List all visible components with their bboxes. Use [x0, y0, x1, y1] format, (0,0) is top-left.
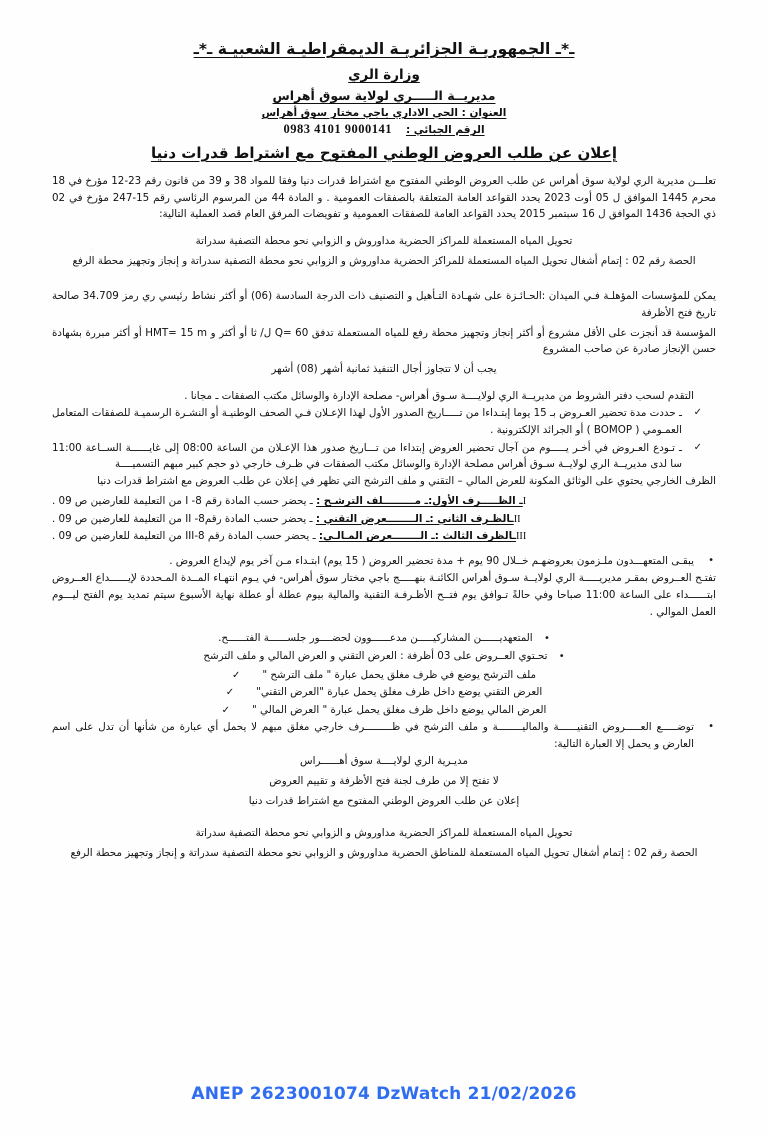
- conditions-list: [52, 388, 716, 405]
- closing-lot-line: الحصة رقم 02 : إتمام أشغال تحويل المياه المستعملة للمناطق الحضرية مداوروش و الزوابي نحو محطة التصفية سدراتة و إنجاز وتجهيز محطة الرفع: [70, 847, 698, 860]
- ministry-heading: وزارة الري: [348, 67, 420, 83]
- document-footer: [0, 1084, 768, 1104]
- envelope-intro-text: الظرف الخارجي يحتوي على الوثائق المكونة للعرض المالي – التقني و ملف الترشح التي تظهر في إعلان عن طلب العروض مع اشتراط قدرات دنيا: [97, 475, 716, 488]
- envelope-label: ـالظرف الثالث :: [434, 530, 516, 543]
- envelope-rules-list: [52, 667, 716, 720]
- intro-paragraph: تعلـــن مديرية الري لولاية سوق أهراس عن طلب العروض الوطني المفتوح مع اشتراط قدرات دنيا وفقا للمواد 38 و 39 من قانون رقم 23-12 مؤرخ في 18 محرم 1445 الموافق ل 05 أوت 2023 يحدد القواعد العامة المتعلقة بالصفقات العمومية . و المادة 44 من المرسوم الرئاسي رقم 15-247 مؤرخ في 02 ذي الحجة 1436 الموافق ل 16 سبتمبر 2015 يحدد القواعد العامة للصفقات العمومية و تفويضات المرفق العام قصد العملية التالية:: [52, 175, 716, 221]
- spacer: [52, 546, 716, 553]
- fiscal-number-value: 0983 4101 9000141: [283, 122, 392, 136]
- validity-item-text: يبقـى المتعهـــدون ملـزمون بعروضهـم خــلال 90 يوم + مدة تحضير العروض ( 15 يوم) ابتـداء مـن آخر يوم لإيداع العروض .: [169, 554, 694, 567]
- envelope-name: ـ الــــــــعرض المـالـي:: [318, 530, 435, 543]
- opening-paragraph: تفتـح العــروض بمقـر مديريـــــة الري لولايــة سـوق أهراس الكائنـة بنهـــــج باجي مختار سوق أهراس- في يـوم انتهـاء المــدة المـحددة لإيــــــداع العــروض ابتــــــداء على الساعة 11:00 صباحا وفي حالةً تـوافق يوم فتــح الأظـرفـة التقنية والمالية بيوم عطلة أو عطلة نهاية الأسبوع سيتم تمديد يوم الفتح ليـــوم العمل الموالي .: [52, 572, 716, 618]
- envelope-rule-row: [52, 667, 716, 685]
- outer-envelope-line-3: إعلان عن طلب العروض الوطني المفتوح مع اشتراط قدرات دنيا: [248, 794, 520, 807]
- bullet-icon: •: [558, 651, 565, 663]
- condition-item: [52, 440, 716, 473]
- spacer: [52, 623, 716, 630]
- envelope-rule-text: العرض المالي يوضع داخل ظرف مغلق يحمل عبارة " العرض المالي ": [252, 703, 547, 716]
- fiscal-number-row: [52, 122, 716, 137]
- conditions-check-list: [52, 405, 716, 473]
- bullet-icon: •: [708, 554, 714, 566]
- condition-withdraw-text: التقدم لسحب دفتر الشروط من مديريــة الري لولايــــة سـوق أهراس- مصلحة الإدارة والوسائل مكتب الصفقات ـ مجانا .: [184, 389, 694, 402]
- attendance-text: المتعهديــــــن المشاركيـــــن مدعــــــوون لحضــــور جلســــــة الفتــــــح.: [218, 632, 533, 645]
- intro-object-line: تحويل المياه المستعملة للمراكز الحضرية مداوروش و الزوابي نحو محطة التصفية سدراتة: [195, 235, 573, 248]
- envelope-rule-text: العرض التقني يوضع داخل ظرف مغلق يحمل عبارة "العرض التقني": [256, 686, 543, 699]
- envelope-list: [52, 493, 716, 546]
- envelope-row: [52, 511, 716, 529]
- bullet-icon: •: [708, 721, 714, 733]
- closing-object-line: تحويل المياه المستعملة للمراكز الحضرية مداوروش و الزوابي نحو محطة التصفية سدراتة: [195, 827, 573, 840]
- validity-item: [52, 553, 716, 570]
- attendance-list: [52, 630, 716, 665]
- announcement-title: إعلان عن طلب العروض الوطني المفتوح مع اشتراط قدرات دنيا: [150, 144, 618, 162]
- condition-item-text: ـ تـودع العـروض في أخـر يـــــوم من آجال تحضير العروض إبتداءا من تـــاريخ صدور هذا الإعـلان من الساعة 08:00 إلى غايــــــة الســاعة 11:00 سا لدى مديريــة الري لولايــة سـوق أهراس مصلحة الإدارة والوسائل مكتب الصفقات في ظـرف خارجي ذو حجم كبير مبهم التسميــــة: [52, 441, 682, 471]
- envelope-name: ـ الــــــــعرض التقني :: [315, 512, 430, 525]
- envelope-row: [52, 528, 716, 546]
- envelope-detail: ـ يحضر حسب المادة رقم8- II من التعليمة للعارضين ص 09 .: [52, 512, 313, 525]
- eligibility-line-2: المؤسسة قد أنجزت على الأقل مشروع أو أكثر إنجاز وتجهيز محطة رفع للمياه المستعملة تدفق Q= 60 ل/ ثا أو أكثر و HMT= 15 m أو أكثر مبررة بشهادة حسن الإنجاز صادرة عن صاحب المشروع: [52, 326, 716, 356]
- envelope-label: ـ الظـــــرف الأول:: [428, 495, 523, 508]
- envelope-roman: III: [515, 531, 527, 543]
- validity-list: [52, 553, 716, 570]
- republic-heading: ـ*ـ الجمهوريـة الجزائريـة الديمقراطيـة الشعبيـة ـ*ـ: [193, 40, 575, 58]
- contains-item: [52, 648, 716, 665]
- check-icon: ✓: [693, 407, 702, 419]
- envelope-detail: ـ يحضر حسب المادة رقم 8-III من التعليمة للعارضين ص 09 .: [52, 530, 316, 543]
- eligibility-line-3: يجب أن لا تتجاوز أجال التنفيذ ثمانية أشهر (08) أشهر: [271, 363, 497, 376]
- attendance-item: [52, 630, 716, 647]
- condition-item-text: ـ حددت مدة تحضير العـروض بـ 15 يوما إبتـداءا من تـــــاريخ الصدور الأول لهذا الإعـلان فـي الصحف الوطنيـة أو النشـرة الرسميـة للصفقات المتعامل العمـومي ( BOMOP ) أو الجرائد الإلكترونية .: [52, 407, 682, 437]
- envelope-detail: ـ يحضر حسب المادة رقم 8- I من التعليمة للعارضين ص 09 .: [52, 495, 313, 508]
- outer-envelope-text: توضـــــع العـــــروض التقنيــــــة والماليــــــــة و ملف الترشح في ظـــــــــرف خارجي مغلق مبهم لا يحمل أي عبارة من شأنها أن تدل على اسم العارض و يحمل إلا العبارة التالية:: [52, 721, 694, 750]
- outer-envelope-list: [52, 719, 716, 752]
- envelope-rule-row: [52, 684, 716, 702]
- document-header: [52, 40, 716, 162]
- eligibility-line-1: يمكن للمؤسسات المؤهلـة فـي الميدان :الحـائـزة على شهـادة التـأهيل و التصنيف ذات الدرجة السادسة (06) أو أكثر نشاط رئيسي ري رمز 34.709 صالحة تاريخ فتح الأظرفة: [52, 290, 716, 320]
- directorate-heading: مديريــة الـــــري لولاية سوق أهراس: [272, 88, 496, 103]
- envelope-row: [52, 493, 716, 511]
- outer-envelope-item: [52, 719, 716, 752]
- envelope-label: ـالظـرف الثاني :: [429, 512, 514, 525]
- check-icon: ✓: [693, 441, 702, 453]
- envelope-rule-row: [52, 702, 716, 720]
- outer-envelope-line-1: مديـرية الري لولايــــة سوق أهــــــراس: [300, 755, 468, 768]
- spacer: [52, 269, 716, 288]
- condition-withdraw-item: [52, 388, 716, 405]
- document-body: [0, 40, 768, 862]
- intro-lot-line: الحصة رقم 02 : إتمام أشغال تحويل المياه المستعملة للمراكز الحضرية مداوروش و الزوابي نحو محطة التصفية سدراتة و إنجاز وتجهيز محطة الرفع: [72, 254, 696, 267]
- outer-envelope-line-2: لا تفتح إلا من طرف لجنة فتح الأظرفة و تقييم العروض: [269, 775, 499, 788]
- contains-text: تحـتوي العــروض على 03 أظرفة : العرض التقني و العرض المالي و ملف الترشح: [203, 650, 548, 663]
- fiscal-number-label: الرقم الجبائي :: [405, 124, 485, 136]
- spacer: [52, 812, 716, 825]
- spacer: [52, 381, 716, 388]
- envelope-name: ـ مـــــــــلف الترشـح :: [316, 495, 429, 508]
- check-icon: ✓: [231, 669, 241, 681]
- envelope-roman: I: [522, 496, 527, 508]
- condition-item: [52, 405, 716, 438]
- check-icon: ✓: [225, 687, 235, 699]
- envelope-rule-text: ملف الترشح يوضع في ظرف مغلق يحمل عبارة " ملف الترشح ": [262, 668, 537, 681]
- address-line: العنوان : الحي الاداري باجي مختار سوق أهراس: [261, 107, 507, 119]
- bullet-icon: •: [543, 633, 550, 645]
- envelope-roman: II: [513, 513, 521, 525]
- spacer: [52, 226, 716, 233]
- check-icon: ✓: [221, 704, 231, 716]
- anep-reference-line: ANEP 2623001074 DzWatch 21/02/2026: [191, 1084, 577, 1104]
